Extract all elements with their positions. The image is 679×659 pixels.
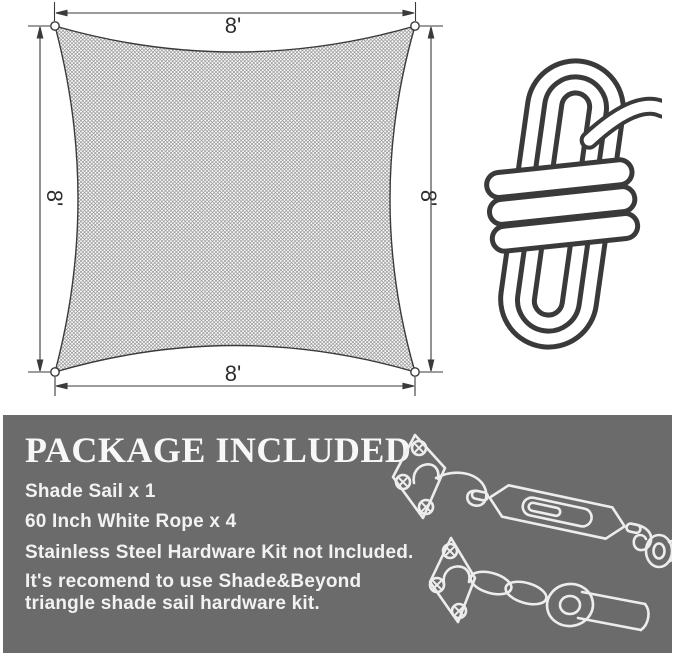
package-note-hardware: Stainless Steel Hardware Kit not Included. (25, 542, 414, 563)
package-recommendation-line1: It's recomend to use Shade&Beyond (25, 571, 362, 592)
grommet-top-right (411, 22, 419, 30)
hardware-illustration (383, 420, 672, 652)
shade-sail-diagram (0, 0, 460, 410)
grommet-bottom-right (411, 368, 419, 376)
snap-hook-assembly-icon (430, 538, 648, 630)
panel-title: PACKAGE INCLUDED (25, 430, 412, 470)
package-recommendation-line2: triangle shade sail hardware kit. (25, 593, 320, 614)
package-item-shade-sail: Shade Sail x 1 (25, 481, 156, 502)
dim-label-left: 8' (42, 189, 67, 207)
dim-label-bottom: 8' (224, 361, 242, 386)
turnbuckle-assembly-icon (393, 435, 672, 567)
rope-coil-icon (462, 42, 662, 367)
dim-label-right: 8' (416, 189, 441, 207)
package-item-rope: 60 Inch White Rope x 4 (25, 511, 237, 532)
grommet-bottom-left (51, 368, 59, 376)
package-included-panel (3, 415, 672, 653)
grommet-top-left (51, 22, 59, 30)
dim-label-top: 8' (224, 13, 242, 38)
shade-sail-mesh-icon (55, 26, 415, 372)
